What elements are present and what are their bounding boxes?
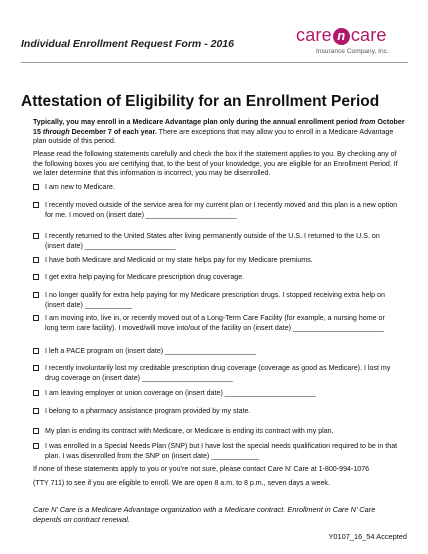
intro-paragraph — [33, 118, 405, 147]
item-text: My plan is ending its contract with Medicare, or Medicare is ending its contract with my plan. — [45, 427, 334, 435]
header-divider — [21, 62, 408, 63]
checkbox[interactable] — [33, 428, 39, 434]
logo-word-left: care — [296, 25, 332, 45]
item-text: I left a PACE program on (insert date) _______________________ — [45, 347, 256, 355]
item-text: I get extra help paying for Medicare prescription drug coverage. — [45, 273, 245, 281]
logo-n-badge: n — [333, 28, 350, 45]
item-text: I belong to a pharmacy assistance program provided by my state. — [45, 407, 251, 415]
checkbox[interactable] — [33, 274, 39, 280]
item-text: I have both Medicare and Medicaid or my state helps pay for my Medicare premiums. — [45, 256, 313, 264]
intro-bold-through: through — [42, 127, 70, 136]
checkbox[interactable] — [33, 408, 39, 414]
item-text: I recently returned to the United States after living permanently outside of the U.S. I returned to the U.S. on (insert date) _______________________ — [45, 232, 380, 250]
item-text: I recently moved outside of the service area for my current plan or I recently moved and this plan is a new option for me. I moved on (insert date) _______________________ — [45, 201, 398, 219]
item-text: I no longer qualify for extra help paying for my Medicare prescription drugs. I stopped receiving extra help on (insert date) ____________ — [45, 291, 385, 309]
checkbox[interactable] — [33, 348, 39, 354]
checkbox[interactable] — [33, 184, 39, 190]
checkbox[interactable] — [33, 233, 39, 239]
item-text: I am moving into, live in, or recently moved out of a Long-Term Care Facility (for example, a nursing home or long term care facility). I moved/will move into/out of the facility on (insert date) _______________________ — [45, 314, 385, 332]
intro-bold-dec: December 7 of each year. — [69, 127, 157, 136]
checkbox[interactable] — [33, 365, 39, 371]
contact-line-1: If none of these statements apply to you or you’re not sure, please contact Care N’ Care at 1-800-994-1076 — [33, 465, 370, 473]
logo-wordmark — [296, 26, 408, 45]
intro-rest: There are exceptions that may allow you to enroll in a Medicare Advantage plan outside of this period. — [33, 127, 394, 146]
checkbox[interactable] — [33, 257, 39, 263]
checkbox[interactable] — [33, 315, 39, 321]
checkbox[interactable] — [33, 390, 39, 396]
item-text: I recently involuntarily lost my creditable prescription drug coverage (coverage as good as Medicare). I lost my drug coverage on (insert date) _______________________ — [45, 364, 391, 382]
checkbox[interactable] — [33, 443, 39, 449]
disclaimer-text: Care N’ Care is a Medicare Advantage organization with a Medicare contract. Enrollment in Care N’ Care depends on contract renewal. — [33, 505, 376, 524]
logo-word-right: care — [350, 25, 387, 45]
instructions-paragraph: Please read the following statements carefully and check the box if the statement applies to you. By checking any of the following boxes you are certifying that, to the best of your knowledge, you are eligible for an Enrollment Period. If we later determine that this information is incorrect, you may be disenrolled. — [33, 150, 398, 178]
logo-subtitle: Insurance Company, Inc. — [316, 48, 389, 55]
form-code: Y0107_16_54 Accepted — [328, 532, 407, 541]
checkbox[interactable] — [33, 292, 39, 298]
company-logo — [296, 26, 408, 62]
intro-bold-oct: October 15 — [33, 118, 405, 136]
intro-bold-from: from — [359, 118, 376, 126]
contact-line-2: (TTY 711) to see if you are eligible to enroll. We are open 8 a.m. to 8 p.m., seven days a week. — [33, 479, 330, 487]
form-title: Individual Enrollment Request Form - 2016 — [21, 38, 234, 50]
checkbox[interactable] — [33, 202, 39, 208]
intro-bold-a: Typically, you may enroll in a Medicare Advantage plan only during the annual enrollment period — [33, 118, 358, 126]
page-title: Attestation of Eligibility for an Enrollment Period — [21, 93, 380, 110]
item-text: I was enrolled in a Special Needs Plan (SNP) but I have lost the special needs qualification required to be in that plan. I was disenrolled from the SNP on (insert date) ____________ — [45, 442, 398, 460]
item-text: I am leaving employer or union coverage on (insert date) _______________________ — [45, 389, 316, 397]
item-text: I am new to Medicare. — [45, 183, 115, 191]
